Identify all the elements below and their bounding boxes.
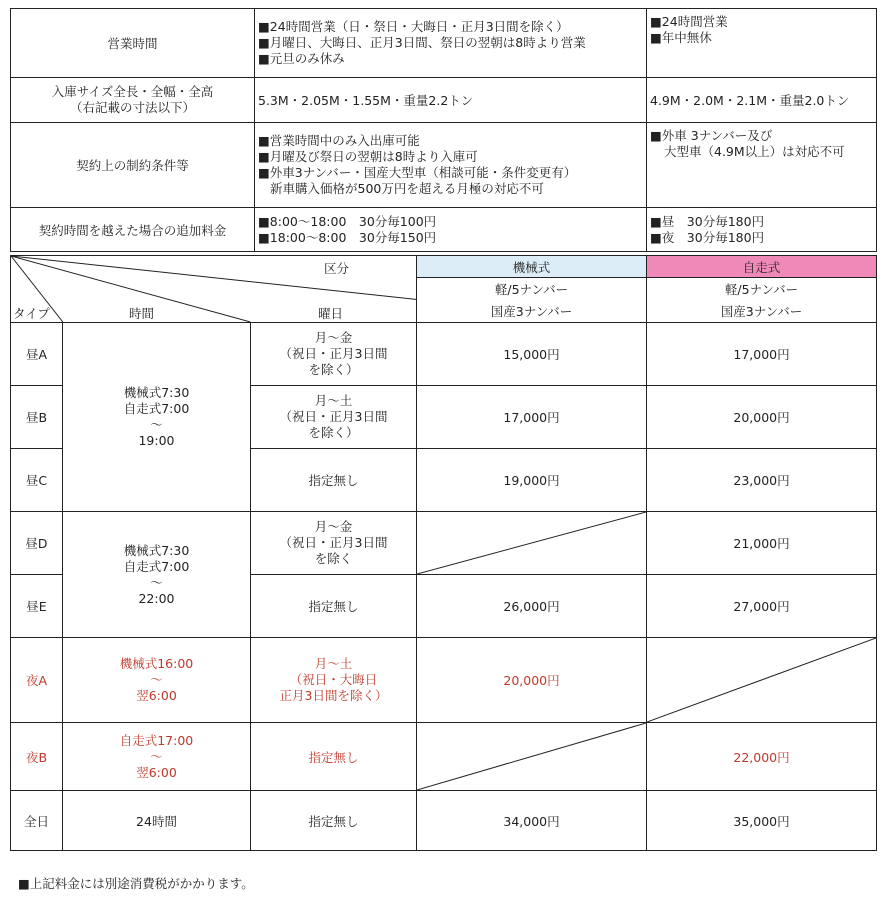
self-subheader-1: 軽/5ナンバー [647, 278, 877, 300]
hours-row [11, 9, 877, 78]
table-row [11, 323, 877, 386]
kubun-header: 区分 [324, 261, 350, 276]
mech-price-na [417, 723, 647, 791]
na-diagonal [417, 512, 646, 574]
self-price: 22,000円 [647, 723, 877, 791]
self-price: 23,000円 [647, 449, 877, 512]
type-header: タイプ [13, 306, 50, 321]
table-row [11, 512, 877, 575]
hours-label: 営業時間 [11, 9, 255, 78]
self-price: 35,000円 [647, 791, 877, 851]
day-cell: 指定無し [251, 791, 417, 851]
mech-price: 26,000円 [417, 575, 647, 638]
extra-fee-mech: ■8:00～18:00 30分毎100円 ■18:00～8:00 30分毎150円 [255, 208, 647, 252]
time-cell: 機械式7:30 自走式7:00 ～ 22:00 [63, 512, 251, 638]
mech-price: 15,000円 [417, 323, 647, 386]
mech-subheader-2: 国産3ナンバー [417, 300, 647, 323]
type-cell: 夜B [11, 723, 63, 791]
size-label: 入庫サイズ全長・全幅・全高 （右記載の寸法以下） [11, 78, 255, 123]
extra-fee-row [11, 208, 877, 252]
mech-price: 17,000円 [417, 386, 647, 449]
tax-note: ■上記料金には別途消費税がかかります。 [18, 876, 254, 891]
day-cell: 月～土 （祝日・大晦日 正月3日間を除く） [251, 638, 417, 723]
self-price: 21,000円 [647, 512, 877, 575]
type-cell: 昼C [11, 449, 63, 512]
conditions-label: 契約上の制約条件等 [11, 123, 255, 208]
extra-fee-self: ■昼 30分毎180円 ■夜 30分毎180円 [647, 208, 877, 252]
mech-price: 34,000円 [417, 791, 647, 851]
size-row [11, 78, 877, 123]
mech-header: 機械式 [417, 256, 647, 278]
self-subheader-2: 国産3ナンバー [647, 300, 877, 323]
time-cell: 24時間 [63, 791, 251, 851]
na-diagonal [647, 638, 876, 722]
price-table [10, 255, 877, 851]
size-mech: 5.3M・2.05M・1.55M・重量2.2トン [255, 78, 647, 123]
info-table [10, 8, 877, 252]
type-cell: 昼B [11, 386, 63, 449]
mech-price: 20,000円 [417, 638, 647, 723]
conditions-self: ■外車 3ナンバー及び 大型車（4.9M以上）は対応不可 [647, 123, 877, 208]
conditions-mech: ■営業時間中のみ入出庫可能 ■月曜及び祭日の翌朝は8時より入庫可 ■外車3ナンバー・国産大型車（相談可能・条件変更有） 新車購入価格が500万円を超える月極の対応不可 [255, 123, 647, 208]
day-cell: 月～金 （祝日・正月3日間 を除く） [251, 323, 417, 386]
type-cell: 夜A [11, 638, 63, 723]
extra-fee-label: 契約時間を越えた場合の追加料金 [11, 208, 255, 252]
table-row [11, 723, 877, 791]
header-diagonal-lines [11, 256, 416, 322]
header-diagonal-cell [11, 256, 417, 323]
time-cell: 機械式16:00 ～ 翌6:00 [63, 638, 251, 723]
hours-mech: ■24時間営業（日・祭日・大晦日・正月3日間を除く） ■月曜日、大晦日、正月3日間、祭日の翌朝は8時より営業 ■元旦のみ休み [255, 9, 647, 78]
type-cell: 昼A [11, 323, 63, 386]
self-price: 17,000円 [647, 323, 877, 386]
table-row [11, 791, 877, 851]
type-cell: 昼D [11, 512, 63, 575]
time-header: 時間 [129, 306, 155, 321]
day-cell: 月～金 （祝日・正月3日間 を除く [251, 512, 417, 575]
table-row [11, 638, 877, 723]
self-price-na [647, 638, 877, 723]
day-cell: 指定無し [251, 575, 417, 638]
day-cell: 指定無し [251, 449, 417, 512]
self-price: 27,000円 [647, 575, 877, 638]
self-price: 20,000円 [647, 386, 877, 449]
day-cell: 指定無し [251, 723, 417, 791]
conditions-row [11, 123, 877, 208]
na-diagonal [417, 723, 646, 790]
time-cell: 機械式7:30 自走式7:00 ～ 19:00 [63, 323, 251, 512]
hours-self: ■24時間営業 ■年中無休 [647, 9, 877, 78]
type-cell: 昼E [11, 575, 63, 638]
day-cell: 月～土 （祝日・正月3日間 を除く） [251, 386, 417, 449]
size-self: 4.9M・2.0M・2.1M・重量2.0トン [647, 78, 877, 123]
header-row-1 [11, 256, 877, 278]
type-cell: 全日 [11, 791, 63, 851]
time-cell: 自走式17:00 ～ 翌6:00 [63, 723, 251, 791]
day-header: 曜日 [318, 306, 344, 321]
mech-price: 19,000円 [417, 449, 647, 512]
mech-price-na [417, 512, 647, 575]
mech-subheader-1: 軽/5ナンバー [417, 278, 647, 300]
self-header: 自走式 [647, 256, 877, 278]
